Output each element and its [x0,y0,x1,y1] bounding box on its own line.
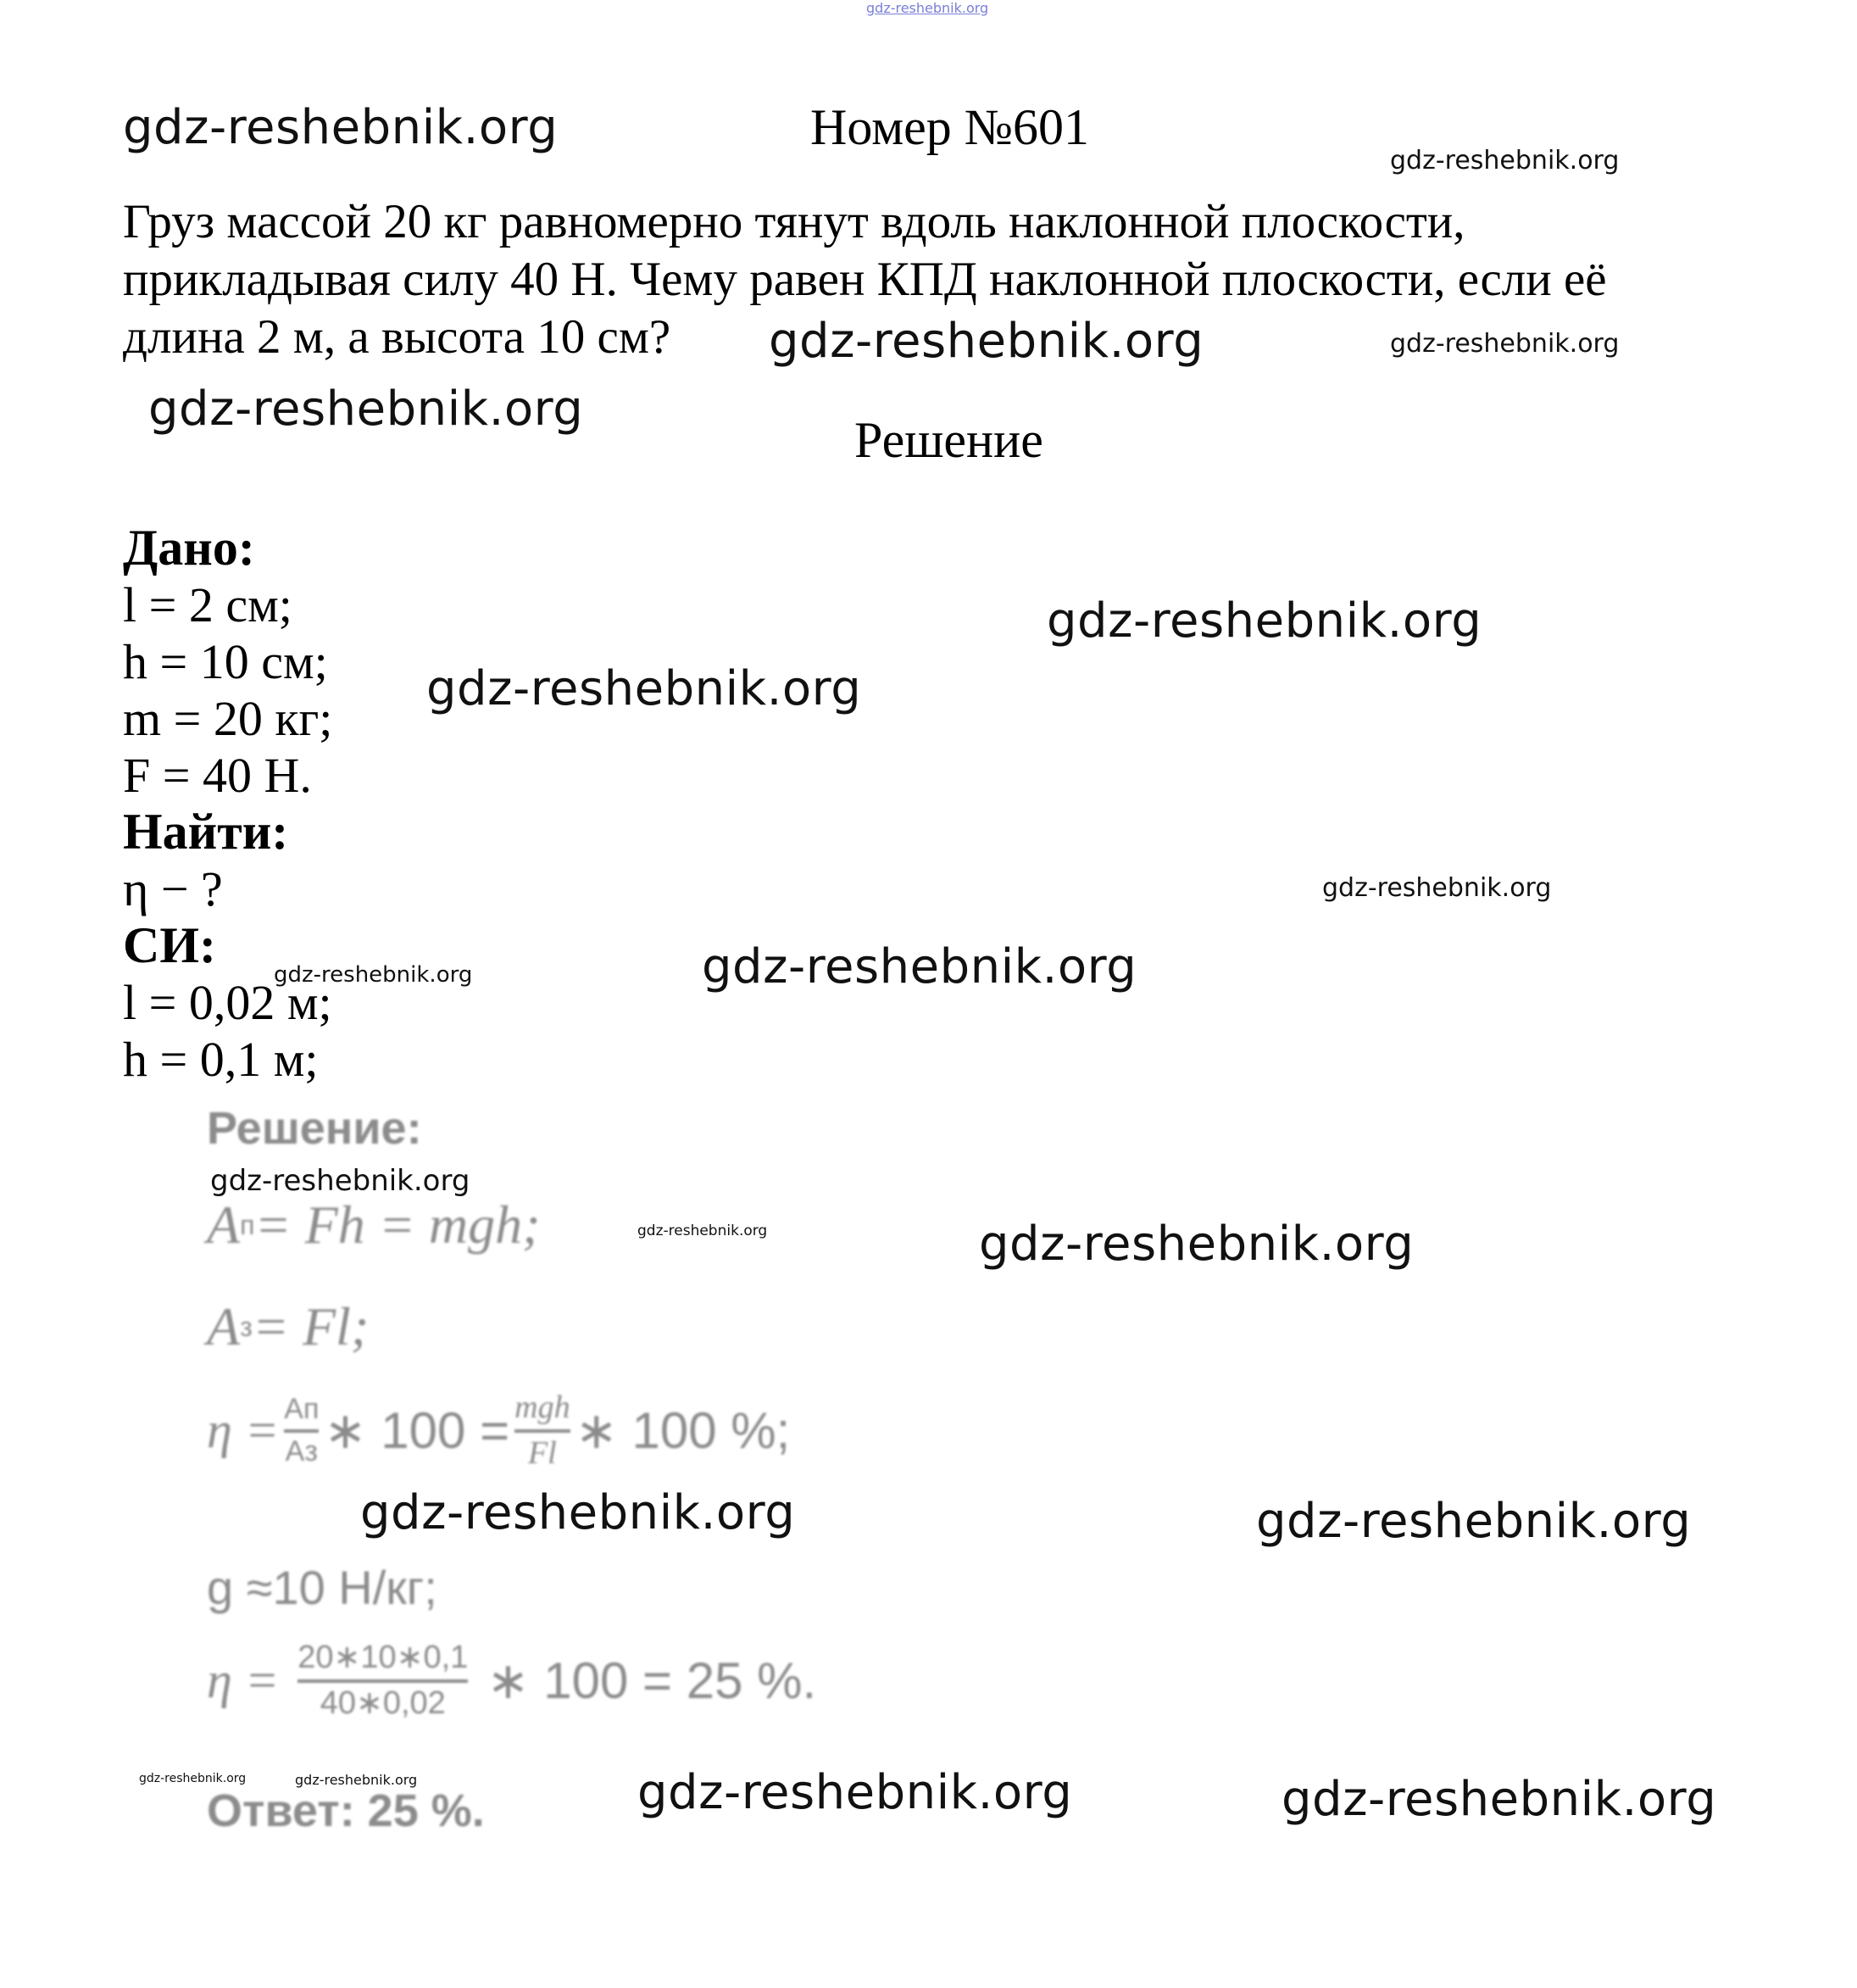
solution-heading: Решение [854,412,1043,468]
watermark-eq1-small: gdz-reshebnik.org [637,1222,768,1239]
watermark-problem-right: gdz-reshebnik.org [1390,329,1620,359]
eq3-frac-2 [514,1390,570,1472]
answer: Ответ: 25 %. [207,1785,485,1836]
given-item-f: F = 40 Н. [123,748,312,803]
eq1-rest: = Fh = mgh; [254,1194,541,1255]
equation-efficiency [207,1390,790,1472]
watermark-si-small: gdz-reshebnik.org [274,962,473,988]
watermark-top: gdz-reshebnik.org [866,0,989,16]
si-item-l: l = 0,02 м; [123,975,332,1030]
watermark-given-right: gdz-reshebnik.org [1047,593,1482,649]
eq3-mid: ∗ 100 = [324,1401,510,1459]
eq3-lhs: η = [207,1402,280,1459]
watermark-left-2: gdz-reshebnik.org [148,381,584,437]
eq3-bar-2 [514,1429,570,1433]
equation-result [207,1640,816,1722]
watermark-eq3-left: gdz-reshebnik.org [360,1485,796,1540]
si-item-h: h = 0,1 м; [123,1032,319,1087]
watermark-header-right: gdz-reshebnik.org [1390,146,1620,175]
watermark-answer-tiny-2: gdz-reshebnik.org [295,1772,418,1788]
eq3-num-2: mgh [514,1389,570,1425]
eq5-end: ∗ 100 = 25 %. [486,1651,817,1709]
watermark-eq3-right: gdz-reshebnik.org [1256,1494,1692,1549]
given-item-l: l = 2 см; [123,577,292,632]
problem-line-2: прикладывая силу 40 Н. Чему равен КПД наклонной плоскости, если её [123,253,1607,306]
watermark-given-mid: gdz-reshebnik.org [426,661,862,716]
watermark-header-left: gdz-reshebnik.org [123,100,559,155]
watermark-eq1-right: gdz-reshebnik.org [979,1217,1415,1272]
watermark-answer-right: gdz-reshebnik.org [1282,1772,1717,1827]
eq3-den-2: Fl [527,1434,557,1471]
given-block [123,520,332,1088]
watermark-image-1: gdz-reshebnik.org [210,1164,470,1198]
eq5-bar [297,1679,468,1683]
eq3-num-1: Aп [284,1393,320,1426]
find-label: Найти: [123,804,289,860]
eq3-den-1: Aз [285,1434,318,1467]
equation-total-work [207,1295,369,1358]
given-item-h: h = 10 см; [123,634,328,689]
watermark-answer-mid: gdz-reshebnik.org [637,1765,1073,1820]
watermark-find-right: gdz-reshebnik.org [1322,873,1552,903]
watermark-problem: gdz-reshebnik.org [769,314,1204,369]
eq1-sub: п [240,1209,255,1240]
eq2-rest: = Fl; [252,1296,370,1356]
eq2-sub: з [240,1311,253,1342]
eq1-a: A [207,1194,241,1255]
watermark-si-mid: gdz-reshebnik.org [702,939,1137,994]
eq5-num: 20∗10∗0,1 [297,1640,469,1675]
eq5-lhs: η = [207,1652,280,1709]
image-solution-heading: Решение: [207,1103,422,1154]
problem-line-3: длина 2 м, а высота 10 см? [123,310,671,364]
eq2-a: A [207,1296,241,1356]
eq5-frac [297,1640,468,1722]
equation-useful-work [207,1194,540,1256]
si-label: СИ: [123,917,216,973]
eq5-den: 40∗0,02 [320,1685,446,1721]
eq3-bar-1 [284,1429,319,1433]
equation-gravity: g ≈10 Н/кг; [207,1561,437,1614]
eq3-end: ∗ 100 %; [575,1401,791,1459]
given-item-m: m = 20 кг; [123,691,333,746]
eq3-frac-1 [284,1394,319,1467]
find-item: η − ? [123,861,223,916]
problem-line-1: Груз массой 20 кг равномерно тянут вдоль наклонной плоскости, [123,195,1465,248]
page-title: Номер №601 [810,99,1090,155]
given-label: Дано: [123,520,255,576]
watermark-answer-tiny-1: gdz-reshebnik.org [139,1772,247,1785]
